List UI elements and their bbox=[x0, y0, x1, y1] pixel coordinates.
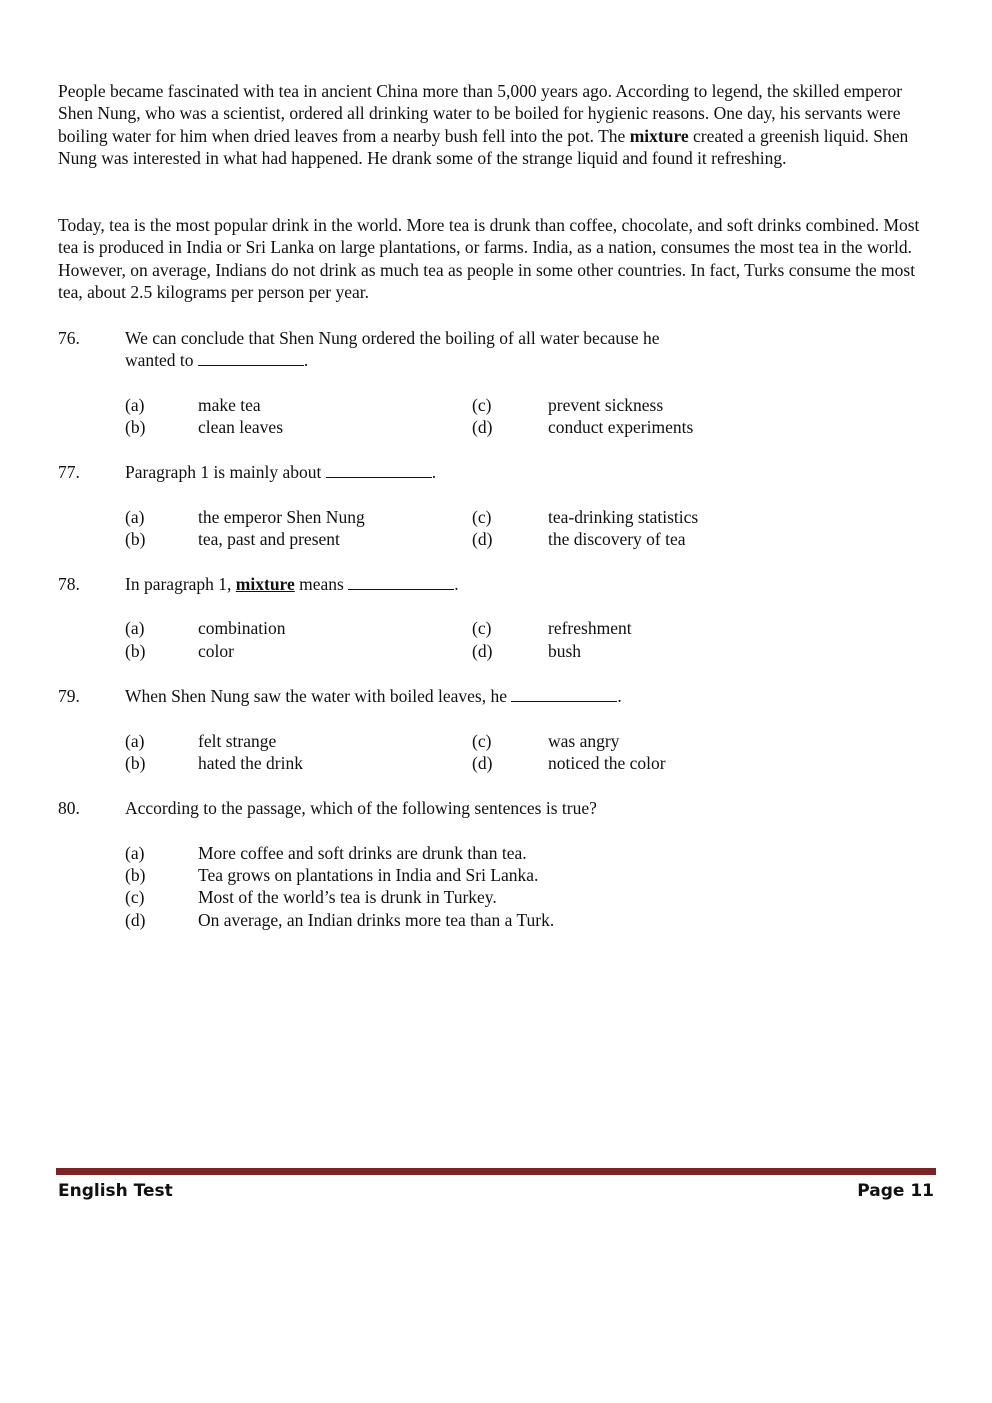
question-number: 77. bbox=[58, 462, 80, 482]
question-keyword: mixture bbox=[235, 574, 295, 594]
option-letter: (c) bbox=[472, 507, 492, 527]
option-text: More coffee and soft drinks are drunk than tea. bbox=[198, 843, 527, 863]
option-text: was angry bbox=[548, 731, 620, 751]
option-letter: (c) bbox=[472, 395, 492, 415]
question-end: . bbox=[431, 462, 437, 482]
option-letter: (b) bbox=[125, 753, 146, 773]
option-text: clean leaves bbox=[198, 417, 284, 437]
option-letter: (b) bbox=[125, 865, 146, 885]
answer-blank bbox=[348, 573, 454, 590]
option-text: prevent sickness bbox=[548, 395, 664, 415]
option-letter: (a) bbox=[125, 843, 145, 863]
option-text: Tea grows on plantations in India and Sri Lanka. bbox=[198, 865, 539, 885]
option-letter: (a) bbox=[125, 618, 145, 638]
passage-paragraph-1 bbox=[58, 80, 938, 170]
question-end: . bbox=[303, 350, 309, 370]
option-letter: (a) bbox=[125, 395, 145, 415]
option-letter: (c) bbox=[125, 887, 145, 907]
question-number: 80. bbox=[58, 798, 80, 818]
option-letter: (d) bbox=[472, 417, 493, 437]
option-letter: (a) bbox=[125, 731, 145, 751]
option-text: make tea bbox=[198, 395, 261, 415]
option-text: On average, an Indian drinks more tea than a Turk. bbox=[198, 910, 555, 930]
footer-page-number: Page 11 bbox=[857, 1181, 934, 1201]
option-text: hated the drink bbox=[198, 753, 303, 773]
question-text: We can conclude that Shen Nung ordered the boiling of all water because he bbox=[125, 328, 660, 348]
footer-test-title: English Test bbox=[58, 1181, 173, 1201]
option-letter: (b) bbox=[125, 417, 146, 437]
option-letter: (d) bbox=[125, 910, 146, 930]
question-text-part: In paragraph 1, bbox=[125, 574, 236, 594]
option-letter: (b) bbox=[125, 641, 146, 661]
option-text: combination bbox=[198, 618, 286, 638]
option-letter: (c) bbox=[472, 618, 492, 638]
question-text-part: Paragraph 1 is mainly about bbox=[125, 462, 326, 482]
option-letter: (c) bbox=[472, 731, 492, 751]
option-text: bush bbox=[548, 641, 582, 661]
option-text: color bbox=[198, 641, 234, 661]
passage-paragraph-2: Today, tea is the most popular drink in the world. More tea is drunk than coffee, chocolate, and soft drinks combined. Most tea is produced in India or Sri Lanka on large plantations, or farms. India, as a nation, consumes the most tea in the world. However, on average, Indians do not drink as much tea as people in some other countries. In fact, Turks consume the most tea, about 2.5 kilograms per person per year. bbox=[58, 215, 920, 303]
question-number: 79. bbox=[58, 686, 80, 706]
option-text: felt strange bbox=[198, 731, 277, 751]
option-text: conduct experiments bbox=[548, 417, 694, 437]
option-letter: (a) bbox=[125, 507, 145, 527]
option-letter: (d) bbox=[472, 753, 493, 773]
option-letter: (d) bbox=[472, 529, 493, 549]
question-number: 78. bbox=[58, 574, 80, 594]
option-text: refreshment bbox=[548, 618, 632, 638]
question-text-part: When Shen Nung saw the water with boiled leaves, he bbox=[125, 686, 512, 706]
question-text bbox=[125, 573, 725, 595]
answer-blank bbox=[326, 461, 432, 478]
question-text: According to the passage, which of the following sentences is true? bbox=[125, 798, 597, 818]
question-number: 76. bbox=[58, 328, 80, 348]
question-text bbox=[125, 461, 725, 483]
question-text-part: wanted to bbox=[125, 350, 198, 370]
option-letter: (d) bbox=[472, 641, 493, 661]
question-text bbox=[125, 349, 725, 371]
answer-blank bbox=[511, 685, 617, 702]
option-text: Most of the world’s tea is drunk in Turkey. bbox=[198, 887, 497, 907]
option-text: the discovery of tea bbox=[548, 529, 686, 549]
passage-text: created a greenish liquid. Shen Nung was interested in what had happened. He drank some of the strange liquid and found it refreshing. bbox=[58, 125, 909, 169]
question-text bbox=[125, 685, 725, 707]
question-end: . bbox=[454, 574, 459, 594]
option-letter: (b) bbox=[125, 529, 146, 549]
passage-text: People became fascinated with tea in ancient China more than 5,000 years ago. According to legend, the skilled emperor Shen Nung, who was a scientist, ordered all drinking water to be boiled for hygienic reasons. One day, his servants were boiling water for him when dried leaves from a nearby bush fell into the pot. The bbox=[58, 81, 903, 146]
passage-keyword: mixture bbox=[629, 125, 689, 146]
option-text: noticed the color bbox=[548, 753, 666, 773]
question-text-part: means bbox=[294, 574, 349, 594]
option-text: tea, past and present bbox=[198, 529, 340, 549]
footer-divider bbox=[56, 1168, 936, 1175]
option-text: tea-drinking statistics bbox=[548, 507, 699, 527]
question-end: . bbox=[617, 686, 622, 706]
answer-blank bbox=[198, 349, 304, 366]
option-text: the emperor Shen Nung bbox=[198, 507, 365, 527]
